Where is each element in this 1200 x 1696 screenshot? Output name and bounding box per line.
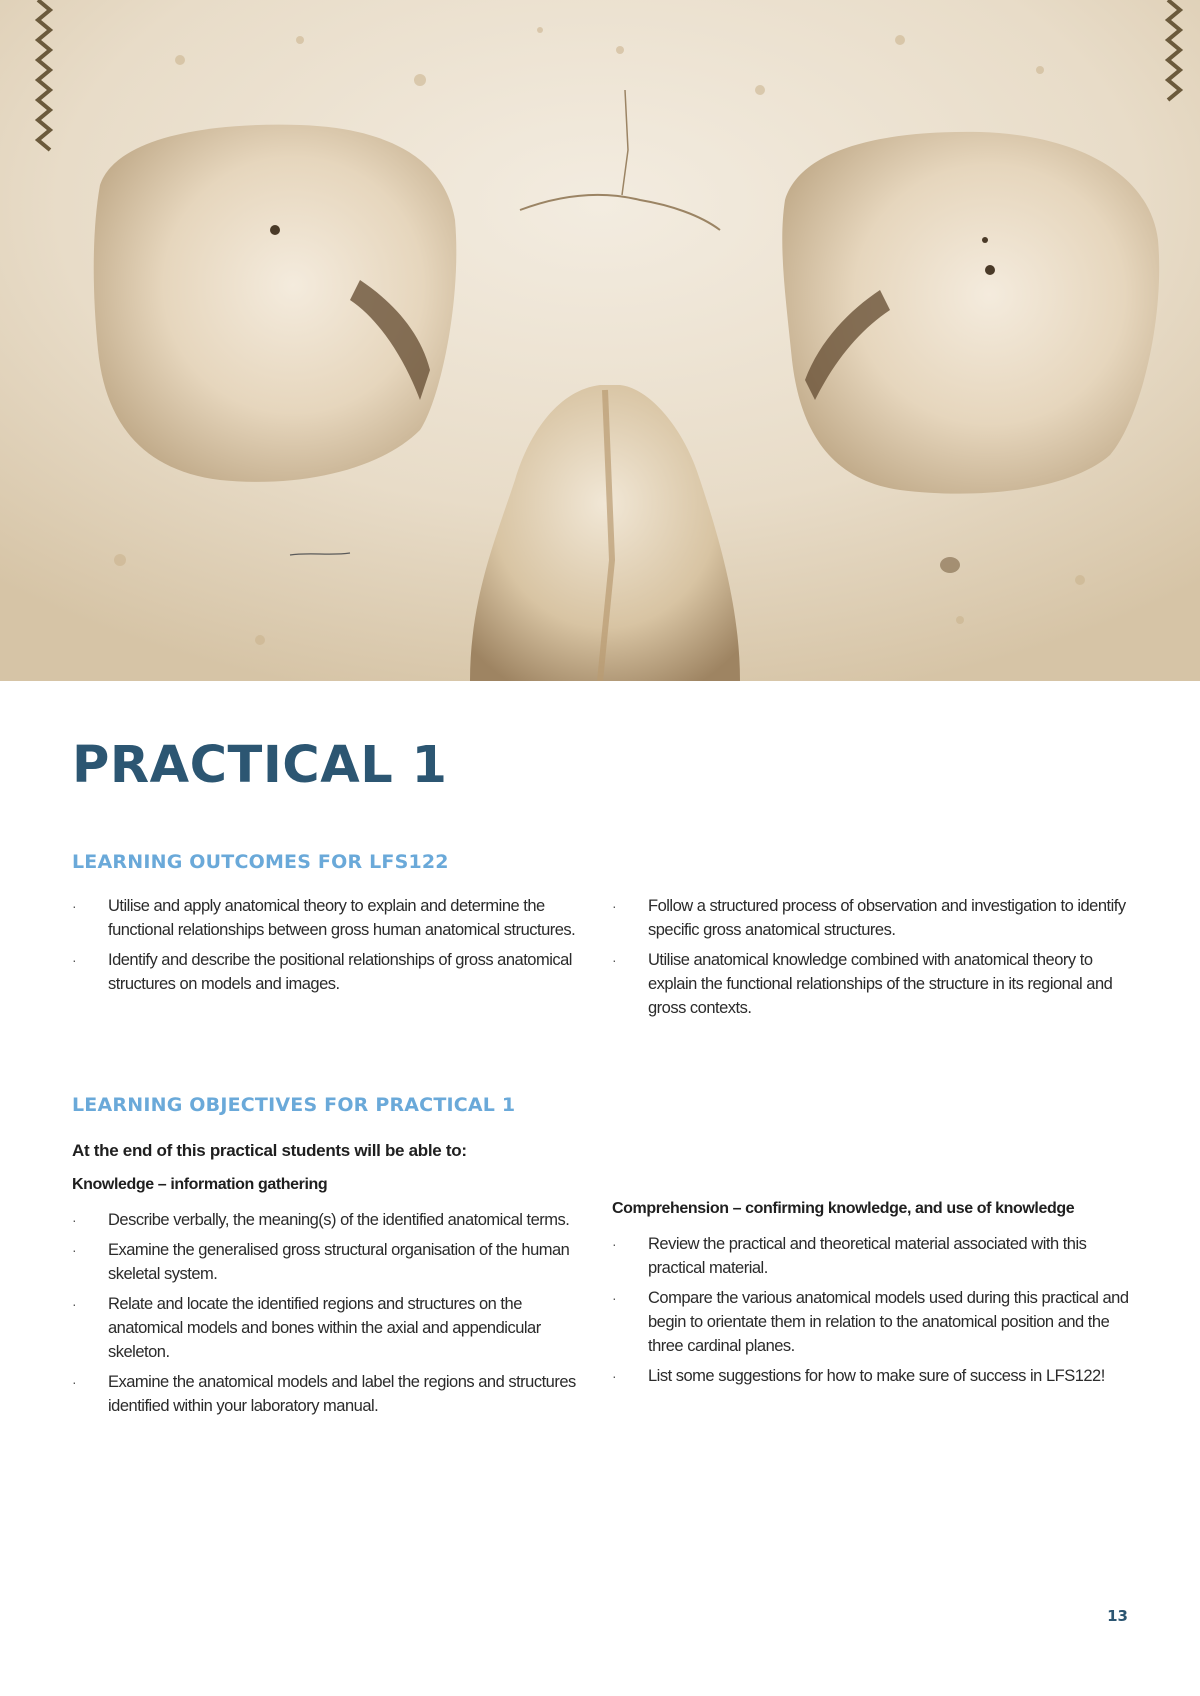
bullet-icon: ·: [72, 1374, 77, 1390]
list-item-text: Identify and describe the positional relationships of gross anatomical structures on models and images.: [108, 951, 572, 993]
list-item: [72, 1238, 592, 1286]
bullet-icon: ·: [72, 1296, 77, 1312]
list-item-text: Compare the various anatomical models used during this practical and begin to orientate them in relation to the anatomical position and the three cardinal planes.: [648, 1289, 1129, 1355]
list-item-text: Utilise anatomical knowledge combined with anatomical theory to explain the functional relationships of the structure in its regional and gross contexts.: [648, 951, 1113, 1017]
list-item: [612, 1364, 1132, 1388]
bullet-icon: ·: [72, 952, 77, 968]
list-item-text: Examine the generalised gross structural organisation of the human skeletal system.: [108, 1241, 570, 1283]
list-item: [72, 1370, 592, 1418]
list-item: [72, 1208, 592, 1232]
list-item-text: Examine the anatomical models and label the regions and structures identified within your laboratory manual.: [108, 1373, 576, 1415]
page-number: 13: [1107, 1607, 1128, 1625]
bullet-icon: ·: [72, 1212, 77, 1228]
learning-outcomes-heading: LEARNING OUTCOMES FOR LFS122: [72, 851, 449, 873]
list-item-text: List some suggestions for how to make sure of success in LFS122!: [648, 1367, 1105, 1385]
objectives-intro: At the end of this practical students will be able to:: [72, 1141, 467, 1160]
list-item: [612, 948, 1132, 1020]
list-item: [612, 894, 1132, 942]
bullet-icon: ·: [72, 898, 77, 914]
list-item: [72, 894, 592, 942]
list-item-text: Utilise and apply anatomical theory to explain and determine the functional relationships between gross human anatomical structures.: [108, 897, 576, 939]
list-item-text: Follow a structured process of observation and investigation to identify specific gross anatomical structures.: [648, 897, 1126, 939]
outcomes-left-column: [72, 894, 592, 1002]
list-item-text: Describe verbally, the meaning(s) of the identified anatomical terms.: [108, 1211, 570, 1229]
bullet-icon: ·: [72, 1242, 77, 1258]
list-item: [612, 1232, 1132, 1280]
list-item: [612, 1286, 1132, 1358]
outcomes-list: [72, 894, 592, 996]
objectives-left-column: [72, 1140, 592, 1424]
list-item: [72, 1292, 592, 1364]
bullet-icon: ·: [612, 1368, 617, 1384]
bullet-icon: ·: [612, 898, 617, 914]
list-item-text: Relate and locate the identified regions and structures on the anatomical models and bones within the axial and appendicular skeleton.: [108, 1295, 541, 1361]
learning-objectives-heading: LEARNING OBJECTIVES FOR PRACTICAL 1: [72, 1094, 516, 1116]
outcomes-right-column: [612, 894, 1132, 1026]
knowledge-list: [72, 1208, 592, 1418]
bullet-icon: ·: [612, 1236, 617, 1252]
skull-illustration: [0, 0, 1200, 681]
objectives-right-column: [612, 1198, 1132, 1394]
hero-skull-image: [0, 0, 1200, 681]
comprehension-subheading: Comprehension – confirming knowledge, and use of knowledge: [612, 1200, 1075, 1217]
knowledge-subheading: Knowledge – information gathering: [72, 1176, 328, 1193]
bullet-icon: ·: [612, 952, 617, 968]
page-title: PRACTICAL 1: [72, 736, 448, 795]
comprehension-list: [612, 1232, 1132, 1388]
list-item: [72, 948, 592, 996]
list-item-text: Review the practical and theoretical material associated with this practical material.: [648, 1235, 1087, 1277]
bullet-icon: ·: [612, 1290, 617, 1306]
outcomes-list: [612, 894, 1132, 1020]
